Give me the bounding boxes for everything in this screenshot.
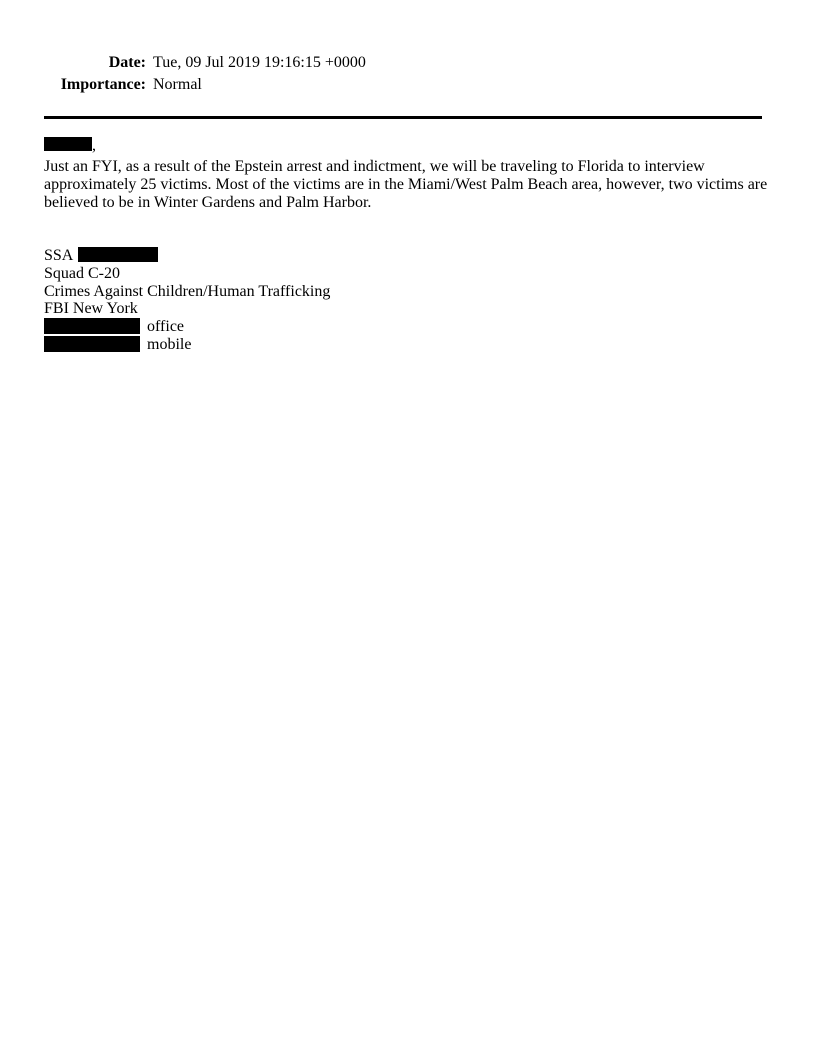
header-row-date — [44, 52, 366, 74]
signature-squad-line: Squad C-20 — [44, 264, 120, 282]
greeting-line — [44, 137, 96, 155]
signature-unit-line: Crimes Against Children/Human Trafficking — [44, 282, 331, 300]
importance-value: Normal — [153, 76, 202, 93]
signature-ssa-line — [44, 247, 330, 265]
signature-office-location-line: FBI New York — [44, 300, 138, 318]
date-label: Date: — [108, 54, 146, 71]
ssa-prefix: SSA — [44, 247, 74, 264]
office-phone-label: office — [147, 318, 185, 336]
redaction-bar-mobile-phone — [44, 336, 140, 352]
greeting-suffix: , — [92, 137, 96, 154]
email-header — [44, 52, 366, 96]
signature-block — [44, 247, 330, 354]
importance-label: Importance: — [60, 76, 146, 93]
header-divider-rule — [44, 116, 762, 119]
header-row-importance — [44, 74, 366, 96]
mobile-phone-label: mobile — [147, 335, 192, 353]
paragraph-line: believed to be in Winter Gardens and Palm Harbor. — [44, 193, 372, 211]
date-value: Tue, 09 Jul 2019 19:16:15 +0000 — [153, 54, 366, 71]
paragraph-line: approximately 25 victims. Most of the victims are in the Miami/West Palm Beach area, however, two victims are — [44, 175, 768, 193]
redaction-bar-ssa-name — [78, 247, 158, 262]
redaction-bar-greeting-name — [44, 137, 92, 151]
redaction-bar-office-phone — [44, 318, 140, 334]
signature-mobile-phone-line — [44, 336, 330, 354]
body-paragraph — [44, 158, 767, 211]
paragraph-line: Just an FYI, as a result of the Epstein arrest and indictment, we will be traveling to Florida to interview — [44, 158, 705, 175]
signature-office-phone-line — [44, 318, 330, 336]
